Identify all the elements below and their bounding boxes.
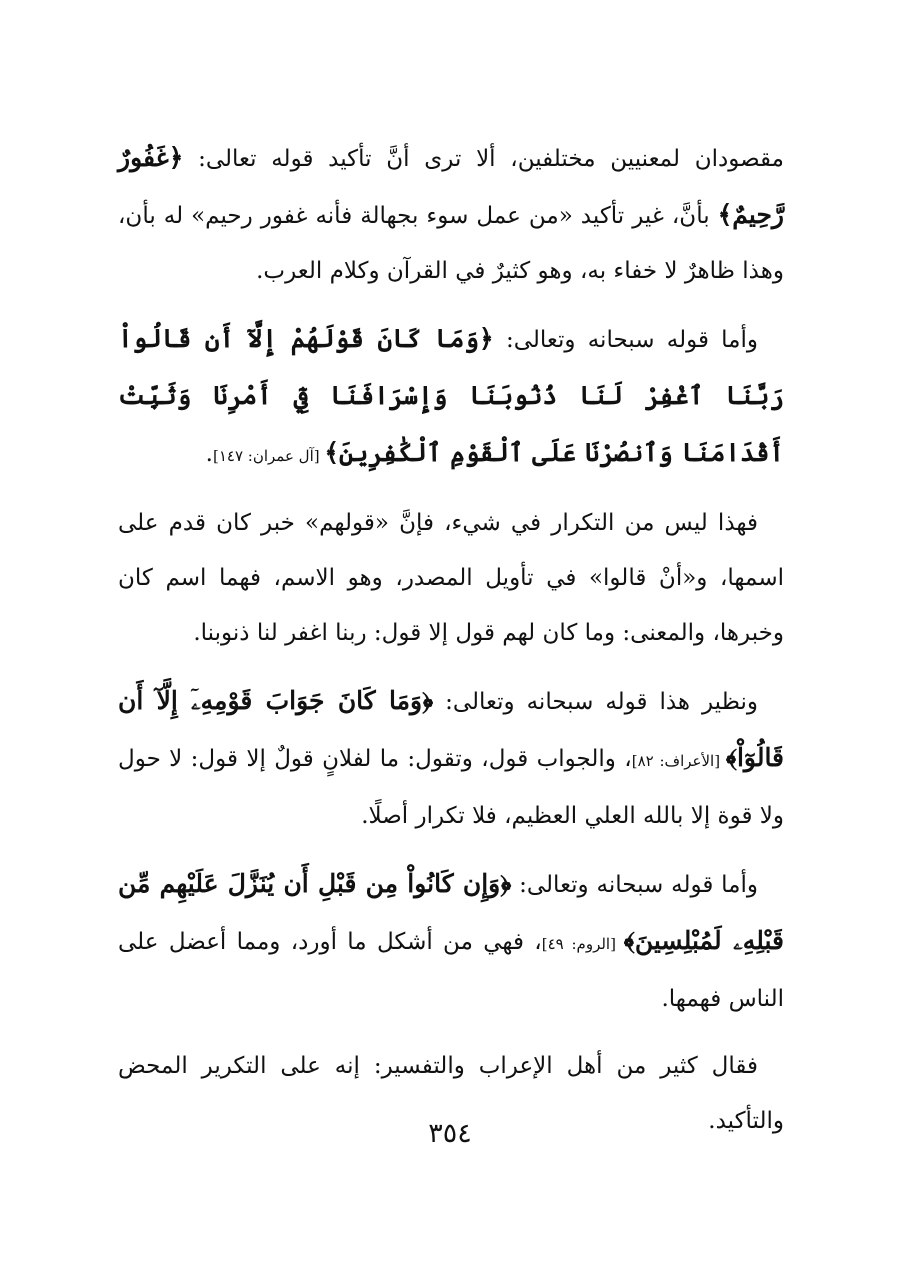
paragraph-2 (118, 311, 784, 484)
paragraph-text: وأما قوله سبحانه وتعالى: (493, 327, 759, 353)
quran-verse: ﴿وَمَا كَانَ قَوْلَهُمْ إِلَّآ أَن قَالُواْ رَبَّنَا ٱغْفِرْ لَنَا ذُنُوبَنَا وَإِسْرَافَنَا فِيٓ أَمْرِنَا وَثَبِّتْ أَقْدَامَنَا وَٱنصُرْنَا عَلَى ٱلْقَوْمِ ٱلْكَٰفِرِينَ﴾ (118, 324, 784, 467)
paragraph-1 (118, 130, 784, 299)
quran-verse: ﴿غَفُورٌ رَّحِيمٌ﴾ (118, 143, 784, 229)
page-body (118, 130, 784, 1161)
paragraph-3 (118, 496, 784, 661)
paragraph-text: فقال كثير من أهل الإعراب والتفسير: إنه على التكرير المحض والتأكيد. (118, 1053, 784, 1134)
verse-reference: [آل عمران: ١٤٧] (212, 447, 325, 465)
paragraph-text: فهذا ليس من التكرار في شيء، فإنَّ «قولهم» خبر كان قدم على اسمها، و«أنْ قالوا» في تأويل المصدر، وهو الاسم، فهما اسم كان وخبرها، والمعنى: وما كان لهم قول إلا قول: ربنا اغفر لنا ذنوبنا. (118, 510, 784, 646)
paragraph-4 (118, 673, 784, 844)
paragraph-text: ، والجواب قول، وتقول: ما لفلانٍ قولٌ إلا قول: لا حول ولا قوة إلا بالله العلي العظيم، فلا تكرار أصلًا. (118, 746, 784, 829)
paragraph-text: ، فهي من أشكل ما أورد، ومما أعضل على الناس فهمها. (118, 929, 784, 1012)
paragraph-5 (118, 856, 784, 1027)
paragraph-text: وأما قوله سبحانه وتعالى: (511, 872, 758, 898)
paragraph-text: . (205, 441, 213, 467)
quran-verse: ﴿وَمَا كَانَ جَوَابَ قَوْمِهِۦٓ إِلَّآ أَن قَالُوٓاْ﴾ (118, 686, 785, 772)
paragraph-text: بأنَّ، غير تأكيد «من عمل سوء بجهالة فأنه غفور رحيم» له بأن، وهذا ظاهرٌ لا خفاء به، وهو كثيرٌ في القرآن وكلام العرب. (118, 203, 784, 284)
verse-reference: [الروم: ٤٩] (541, 935, 624, 953)
quran-verse: ﴿وَإِن كَانُواْ مِن قَبْلِ أَن يُنَزَّلَ عَلَيْهِم مِّن قَبْلِهِۦ لَمُبْلِسِينَ﴾ (118, 869, 784, 955)
paragraph-text: ونظير هذا قوله سبحانه وتعالى: (433, 689, 758, 715)
paragraph-text: مقصودان لمعنيين مختلفين، ألا ترى أنَّ تأكيد قوله تعالى: (183, 146, 784, 172)
page-number: ٣٥٤ (428, 1118, 472, 1149)
verse-reference: [الأعراف: ٨٢] (631, 752, 726, 770)
